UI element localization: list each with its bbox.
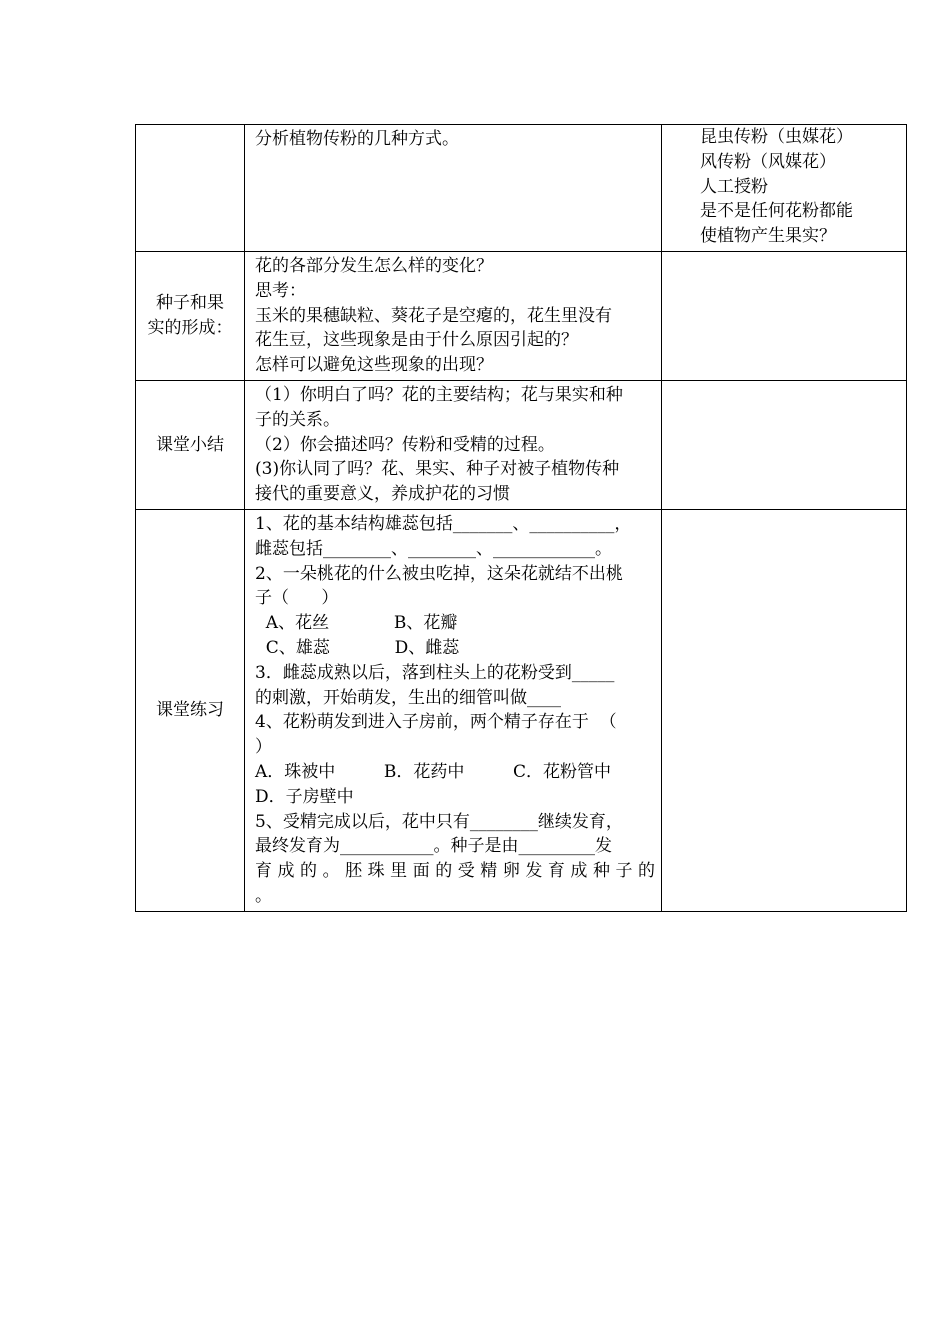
row-label: 课堂小结 [136,380,245,509]
table-row [136,380,907,509]
table-row [136,251,907,380]
row-label: 课堂练习 [136,509,245,911]
row-content: 分析植物传粉的几种方式。 [245,125,662,252]
row-notes: 昆虫传粉（虫媒花） 风传粉（风媒花） 人工授粉 是不是任何花粉都能 使植物产生果实？ [662,125,907,252]
row-content: （1）你明白了吗？花的主要结构；花与果实和种 子的关系。 （2）你会描述吗？传粉和受精的过程。 (3)你认同了吗？花、果实、种子对被子植物传种 接代的重要意义，养成护花的习惯 [245,380,662,509]
table-row [136,125,907,252]
row-notes [662,251,907,380]
table-row [136,509,907,911]
row-label: 种子和果 实的形成： [136,251,245,380]
row-label [136,125,245,252]
row-notes [662,380,907,509]
lesson-plan-table [135,124,907,912]
row-notes [662,509,907,911]
row-content: 花的各部分发生怎么样的变化？ 思考： 玉米的果穗缺粒、葵花子是空瘪的，花生里没有 花生豆，这些现象是由于什么原因引起的？ 怎样可以避免这些现象的出现？ [245,251,662,380]
row-content: 1、花的基本结构雄蕊包括_______、__________， 雌蕊包括________、________、____________。 2、一朵桃花的什么被虫吃掉，这朵花就结不出桃 子（ ） A、花丝 B、花瓣 C、雄蕊 D、雌蕊 3．雌蕊成熟以后，落到柱头上的花粉受到_____ 的刺激，开始萌发，生出的细管叫做____ 4、花粉萌发到进入子房前，两个精子存在于 （ ） A．珠被中 B．花药中 C．花粉管中 D．子房壁中 5、受精完成以后，花中只有________继续发育， 最终发育为___________。种子是由_________发 育成的。胚珠里面的受精卵发育成种子的 。 [245,509,662,911]
